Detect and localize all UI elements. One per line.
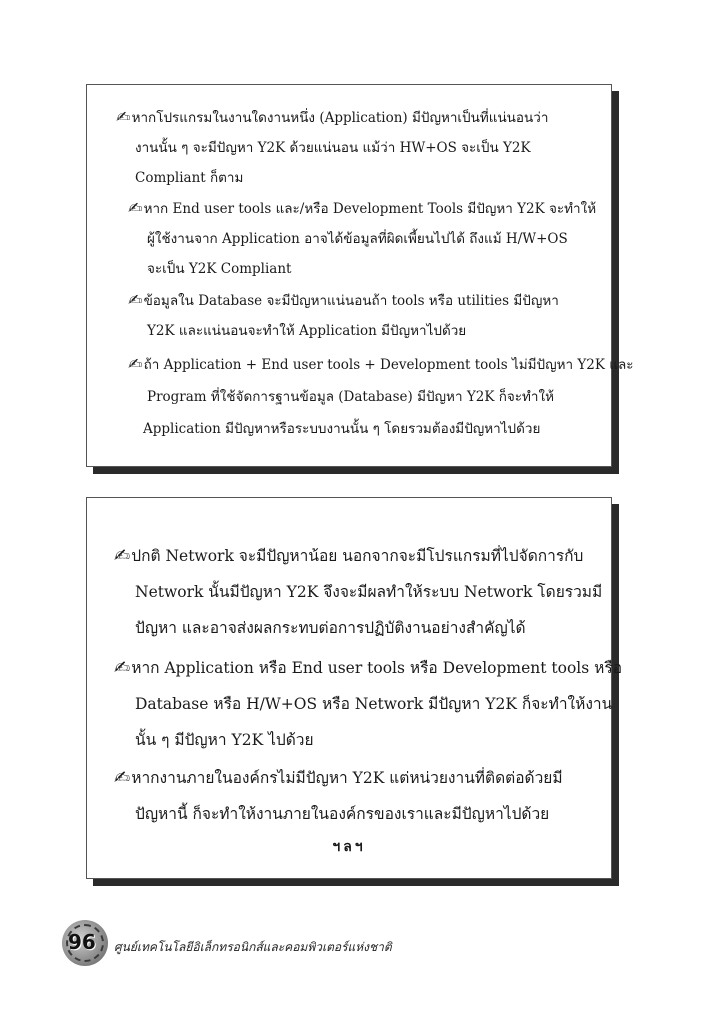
text-line: ปัญหานี้ ก็จะทำให้งานภายในองค์กรของเราและมีปัญหาไปด้วย [135,805,550,823]
bullet-item [117,102,548,193]
page-number: 96 [68,930,96,954]
bullet-first-line [115,650,622,686]
end-mark: ฯลฯ [332,839,366,855]
writing-hand-icon: ✍ [116,108,131,126]
text-line: Network นั้นมีปัญหา Y2K จึงจะมีผลทำให้ระบบ Network โดยรวมมี [135,583,603,601]
text-line: ปกติ Network จะมีปัญหาน้อย นอกจากจะมีโปรแกรมที่ไปจัดการกับ [131,547,584,565]
bullet-first-line [129,193,596,224]
text-line: Y2K และแน่นอนจะทำให้ Application มีปัญหาไปด้วย [147,323,467,339]
text-line: Program ที่ใช้จัดการฐานข้อมูล (Database) มีปัญหา Y2K ก็จะทำให้ [147,389,554,405]
text-line: ปัญหา และอาจส่งผลกระทบต่อการปฏิบัติงานอย่างสำคัญได้ [135,619,526,637]
text-line: ถ้า Application + End user tools + Development tools ไม่มีปัญหา Y2K และ [143,357,634,373]
bullet-item [115,538,602,646]
bullet-first-line [129,285,559,316]
footer-organization: ศูนย์เทคโนโลยีอิเล็กทรอนิกส์และคอมพิวเตอร์แห่งชาติ [114,940,392,954]
page-footer [62,918,462,978]
bullet-item [129,285,559,346]
writing-hand-icon: ✍ [113,546,131,566]
text-line: Database หรือ H/W+OS หรือ Network มีปัญหา Y2K ก็จะทำให้งาน [135,695,613,713]
page-number-badge [62,920,108,966]
text-line: หาก Application หรือ End user tools หรือ Development tools หรือ [131,659,622,677]
text-line: หากงานภายในองค์กรไม่มีปัญหา Y2K แต่หน่วยงานที่ติดต่อด้วยมี [131,769,563,787]
text-line: นั้น ๆ มีปัญหา Y2K ไปด้วย [135,731,314,749]
writing-hand-icon: ✍ [128,199,143,217]
text-line: ข้อมูลใน Database จะมีปัญหาแน่นอนถ้า tools หรือ utilities มีปัญหา [143,293,559,309]
bullet-first-line [115,538,602,574]
bullet-first-line [129,348,634,381]
writing-hand-icon: ✍ [128,291,143,309]
writing-hand-icon: ✍ [128,355,143,373]
text-line: หาก End user tools และ/หรือ Development Tools มีปัญหา Y2K จะทำให้ [143,201,597,217]
bullet-item [115,650,622,758]
text-line: งานนั้น ๆ จะมีปัญหา Y2K ด้วยแน่นอน แม้ว่า HW+OS จะเป็น Y2K [135,140,531,156]
content-box-2 [86,497,622,879]
bullet-first-line [117,102,548,133]
text-line: Compliant ก็ตาม [135,170,244,186]
text-line: Application มีปัญหาหรือระบบงานนั้น ๆ โดยรวมต้องมีปัญหาไปด้วย [143,421,541,437]
text-line: จะเป็น Y2K Compliant [147,261,292,277]
content-box-1 [86,84,634,467]
writing-hand-icon: ✍ [113,658,131,678]
text-line: หากโปรแกรมในงานใดงานหนึ่ง (Application) มีปัญหาเป็นที่แน่นอนว่า [131,110,549,126]
bullet-item [129,193,596,284]
text-line: ผู้ใช้งานจาก Application อาจได้ข้อมูลที่ผิดเพี้ยนไปได้ ถึงแม้ H/W+OS [147,231,568,247]
bullet-first-line [115,760,563,796]
writing-hand-icon: ✍ [113,768,131,788]
bullet-item [115,760,563,832]
bullet-item [129,348,634,445]
